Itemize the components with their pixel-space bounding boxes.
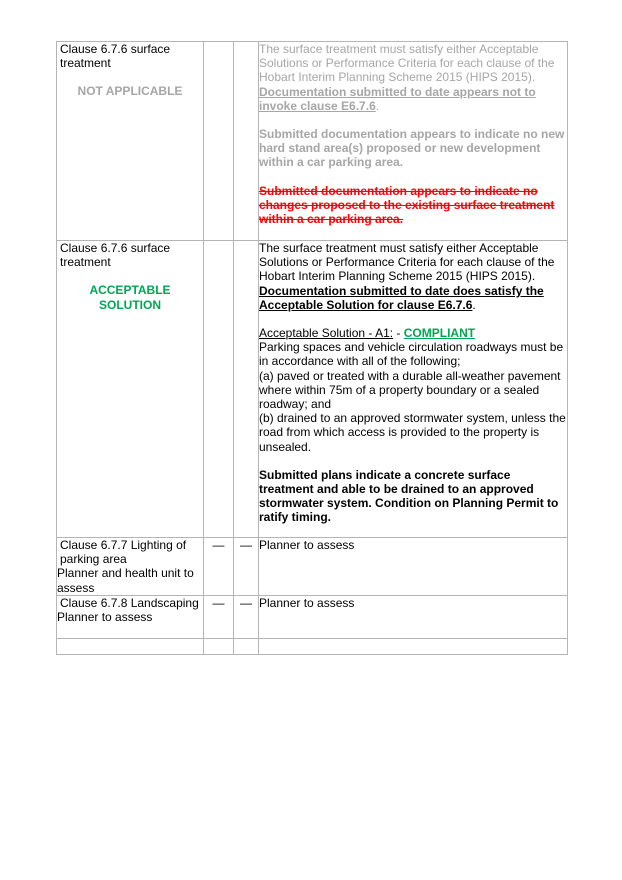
clause-title: Clause 6.7.6 surface treatment	[60, 241, 171, 270]
table-row	[57, 42, 568, 241]
empty-cell	[234, 638, 259, 654]
clause-title: Clause 6.7.7 Lighting of parking area	[60, 538, 187, 567]
status-label: NOT APPLICABLE	[77, 84, 183, 99]
clause-cell	[57, 595, 204, 638]
description-cell: Planner to assess	[259, 595, 568, 638]
finding-text: Documentation submitted to date does satisfy the Acceptable Solution for clause E6.7.6	[259, 283, 544, 312]
note-text: Submitted documentation appears to indicate no new hard stand area(s) proposed or new development within a car parking area.	[259, 127, 565, 170]
dash-cell: —	[234, 595, 259, 638]
clause-cell	[57, 42, 204, 241]
empty-cell	[234, 42, 259, 241]
dash-cell: —	[204, 538, 234, 596]
intro-text: The surface treatment must satisfy either Acceptable Solutions or Performance Criteria for each clause of the Hobart Interim Planning Scheme 2015 (HIPS 2015).	[259, 241, 555, 284]
clause-cell	[57, 538, 204, 596]
struck-text: Submitted documentation appears to indicate no changes proposed to the existing surface treatment within a car parking area.	[259, 183, 555, 227]
clause-note: Planner to assess	[57, 610, 153, 625]
clause-title: Clause 6.7.6 surface treatment	[60, 42, 171, 71]
separator: -	[393, 326, 404, 341]
conclusion-text: Submitted plans indicate a concrete surface treatment and able to be drained to an approved stormwater system. Condition on Planning Permit to ratify timing.	[259, 467, 559, 525]
finding-text: Documentation submitted to date appears not to invoke clause E6.7.6	[259, 84, 536, 113]
requirement-text: Parking spaces and vehicle circulation roadways must be in accordance with all of the following;	[259, 340, 564, 369]
finding-period: .	[375, 98, 380, 113]
empty-cell	[57, 638, 204, 654]
table-row	[57, 595, 568, 638]
assessment-table	[56, 41, 568, 655]
description-cell	[259, 241, 568, 538]
empty-cell	[204, 42, 234, 241]
requirement-item-b: (b) drained to an approved stormwater system, unless the road from which access is provided to the property is unsealed.	[259, 411, 566, 454]
requirement-item-a: (a) paved or treated with a durable all-weather pavement where within 75m of a property boundary or a sealed roadway; and	[259, 368, 561, 412]
empty-cell	[204, 241, 234, 538]
table-row	[57, 241, 568, 538]
empty-cell	[204, 638, 234, 654]
description-cell: Planner to assess	[259, 538, 568, 596]
dash-cell: —	[234, 538, 259, 596]
dash-cell: —	[204, 595, 234, 638]
empty-cell	[259, 638, 568, 654]
clause-note: Planner and health unit to assess	[57, 566, 194, 595]
clause-title: Clause 6.7.8 Landscaping	[60, 595, 199, 610]
table-row	[57, 638, 568, 654]
finding-period: .	[472, 297, 476, 312]
intro-text: The surface treatment must satisfy either Acceptable Solutions or Performance Criteria for each clause of the Hobart Interim Planning Scheme 2015 (HIPS 2015).	[259, 42, 555, 85]
status-label: ACCEPTABLE SOLUTION	[89, 283, 171, 312]
empty-cell	[234, 241, 259, 538]
table-row	[57, 538, 568, 596]
acceptable-solution-label: Acceptable Solution - A1:	[259, 326, 394, 341]
clause-cell	[57, 241, 204, 538]
description-cell	[259, 42, 568, 241]
compliance-status: COMPLIANT	[403, 326, 476, 341]
